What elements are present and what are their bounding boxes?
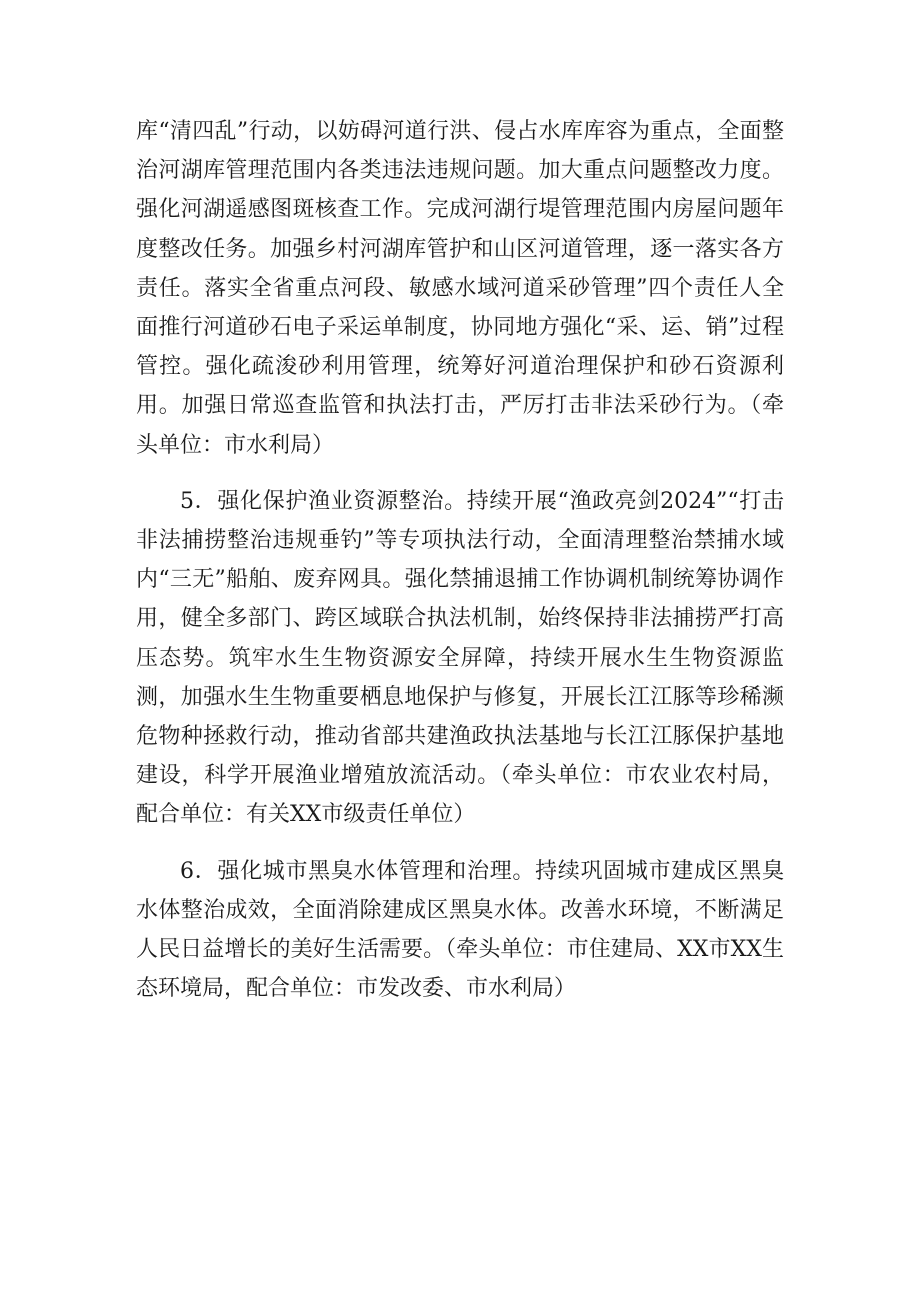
paragraph-item-5-fishery: 5．强化保护渔业资源整治。持续开展“渔政亮剑2024”“打击非法捕捞整治违规垂钓”等专项执法行动，全面清理整治禁捕水域内“三无”船舶、废弃网具。强化禁捕退捕工作协调机制统筹协调作用，健全多部门、跨区域联合执法机制，始终保持非法捕捞严打高压态势。筑牢水生生物资源安全屏障，持续开展水生生物资源监测，加强水生生物重要栖息地保护与修复，开展长江江豚等珍稀濒危物种拯救行动，推动省部共建渔政执法基地与长江江豚保护基地建设，科学开展渔业增殖放流活动。（牵头单位：市农业农村局，配合单位：有关XX市级责任单位） <box>136 488 784 828</box>
paragraph-item-6-black-odorous-water: 6．强化城市黑臭水体管理和治理。持续巩固城市建成区黑臭水体整治成效，全面消除建成区黑臭水体。改善水环境，不断满足人民日益增长的美好生活需要。（牵头单位：市住建局、XX市XX生态环境局，配合单位：市发改委、市水利局） <box>136 858 784 1002</box>
paragraph-spacer <box>136 835 784 852</box>
document-body <box>136 112 784 1008</box>
paragraph-spacer <box>136 465 784 482</box>
paragraph-river-lake-management: 库“清四乱”行动，以妨碍河道行洪、侵占水库库容为重点，全面整治河湖库管理范围内各类违法违规问题。加大重点问题整改力度。强化河湖遥感图斑核查工作。完成河湖行堤管理范围内房屋问题年度整改任务。加强乡村河湖库管护和山区河道管理，逐一落实各方责任。落实全省重点河段、敏感水域河道采砂管理”四个责任人全面推行河道砂石电子采运单制度，协同地方强化“采、运、销”过程管控。强化疏浚砂利用管理，统筹好河道治理保护和砂石资源利用。加强日常巡查监管和执法打击，严厉打击非法采砂行为。（牵头单位：市水利局） <box>136 119 784 458</box>
